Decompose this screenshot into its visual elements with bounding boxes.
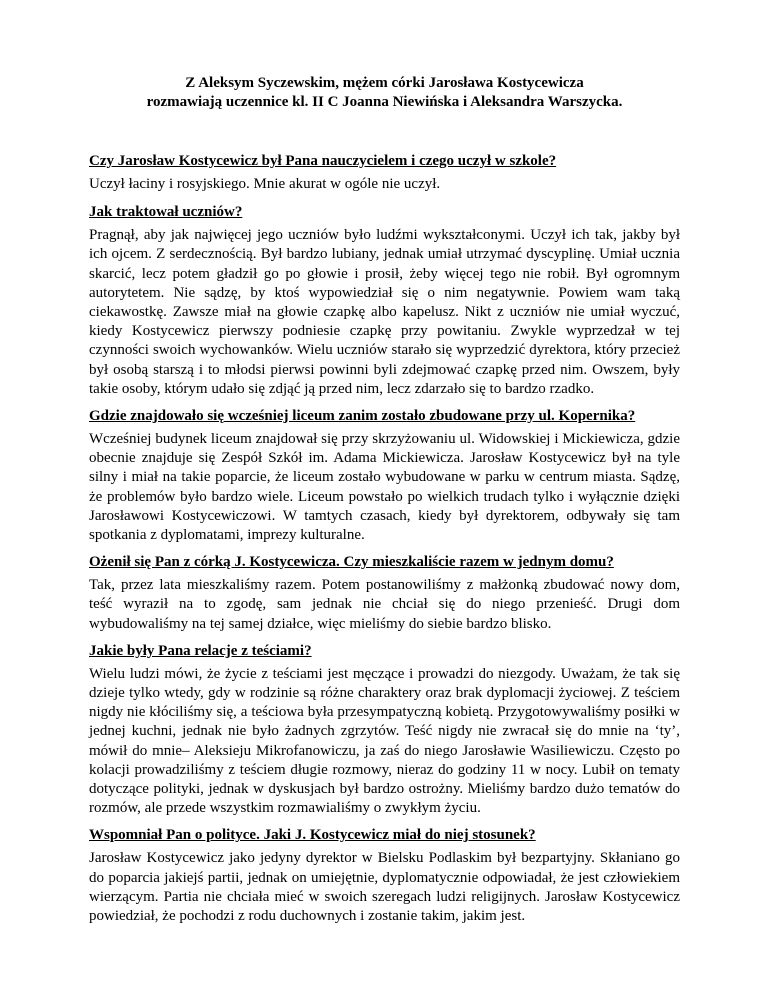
document-page: [89, 74, 680, 934]
answer-6: Jarosław Kostycewicz jako jedyny dyrektor w Bielsku Podlaskim był bezpartyjny. Skłaniano go do poparcia jakiejś partii, jednak on umiejętnie, dyplomatycznie odpowiadał, że jest człowiekiem wierzącym. Partia nie chciała mieć w swoich szeregach ludzi religijnych. Jarosław Kostycewicz powiedział, że pochodzi z rodu duchownych i zostanie takim, jakim jest.: [89, 850, 680, 925]
qa-block-2: [89, 203, 680, 399]
question-4: Ożenił się Pan z córką J. Kostycewicza. Czy mieszkaliście razem w jednym domu?: [89, 554, 614, 571]
qa-block-5: [89, 642, 680, 819]
document-header: [89, 74, 680, 112]
question-6: Wspomniał Pan o polityce. Jaki J. Kostycewicz miał do niej stosunek?: [89, 827, 536, 844]
question-1: Czy Jarosław Kostycewicz był Pana nauczycielem i czego uczył w szkole?: [89, 153, 557, 169]
header-line-2: rozmawiają uczennice kl. II C Joanna Niewińska i Aleksandra Warszycka.: [146, 94, 623, 110]
question-2: Jak traktował uczniów?: [89, 204, 243, 221]
question-5: Jakie były Pana relacje z teściami?: [89, 642, 312, 659]
answer-5: Wielu ludzi mówi, że życie z teściami jest męczące i prowadzi do niezgody. Uważam, że tak się dzieje tylko wtedy, gdy w rodzinie są różne charaktery oraz brak dyplomacji życiowej. Z teściem nigdy nie kłóciliśmy się, a teściowa była przesympatyczną kobietą. Przygotowywaliśmy posiłki w jednej kuchni, jednak nie było żadnych zgrzytów. Teść nigdy nie zwracał się do mnie na ‘ty’, mówił do mnie– Aleksieju Mikrofanowiczu, ja zaś do niego Jarosławie Wasiliewiczu. Często po kolacji prowadziliśmy z teściem długie rozmowy, nieraz do godziny 11 w nocy. Lubił on tematy dotyczące polityki, jednak w dyskusjach był bardzo ostrożny. Mieliśmy bardzo dużo tematów do rozmów, ale przede wszystkim rozmawialiśmy o zwykłym życiu.: [89, 665, 680, 817]
answer-2: Pragnął, aby jak najwięcej jego uczniów było ludźmi wykształconymi. Uczył ich tak, jakby był ich ojcem. Z serdecznością. Był bardzo lubiany, jednak umiał utrzymać dyscyplinę. Umiał ucznia skarcić, lecz potem gładził go po głowie i prosił, żeby więcej tego nie robił. Był ogromnym autorytetem. Nie sądzę, by ktoś wypowiedział się o nim negatywnie. Powiem wam taką ciekawostkę. Zawsze miał na głowie czapkę albo kapelusz. Nikt z uczniów nie umiał wyczuć, kiedy Kostycewicz pierwszy podniesie czapkę przy powitaniu. Zwykle wyprzedzał w tej czynności swoich wychowanków. Wielu uczniów starało się wyprzedzić dyrektora, który przecież był osobą starszą i to młodsi pierwsi powinni byli zdejmować czapkę przed nim. Owszem, były takie osoby, którym udało się zdjąć ją przed nim, lecz zdarzało się to bardzo rzadko.: [89, 227, 680, 397]
qa-block-4: [89, 553, 680, 634]
answer-1: Uczył łaciny i rosyjskiego. Mnie akurat w ogóle nie uczył.: [89, 176, 441, 192]
qa-block-6: [89, 826, 680, 926]
question-3: Gdzie znajdowało się wcześniej liceum zanim zostało zbudowane przy ul. Kopernika?: [89, 408, 636, 425]
qa-block-3: [89, 407, 680, 545]
answer-4: Tak, przez lata mieszkaliśmy razem. Potem postanowiliśmy z małżonką zbudować nowy dom, teść wyraził na to zgodę, sam jednak nie chciał się do niego przenieść. Drugi dom wybudowaliśmy na tej samej działce, więc mieliśmy do siebie bardzo blisko.: [89, 577, 680, 632]
answer-3: Wcześniej budynek liceum znajdował się przy skrzyżowaniu ul. Widowskiej i Mickiewicza, gdzie obecnie znajduje się Zespół Szkół im. Adama Mickiewicza. Jarosław Kostycewicz był na tyle silny i miał na takie poparcie, że liceum zostało wybudowane w parku w centrum miasta. Sądzę, że problemów było bardzo wiele. Liceum powstało po wielkich trudach tylko i wyłącznie dzięki Jarosławowi Kostycewiczowi. W tamtych czasach, kiedy był dyrektorem, odbywały się tam spotkania z dyplomatami, imprezy kulturalne.: [89, 431, 680, 544]
qa-block-1: [89, 152, 680, 194]
header-line-1: Z Aleksym Syczewskim, mężem córki Jarosława Kostycewicza: [185, 75, 584, 91]
